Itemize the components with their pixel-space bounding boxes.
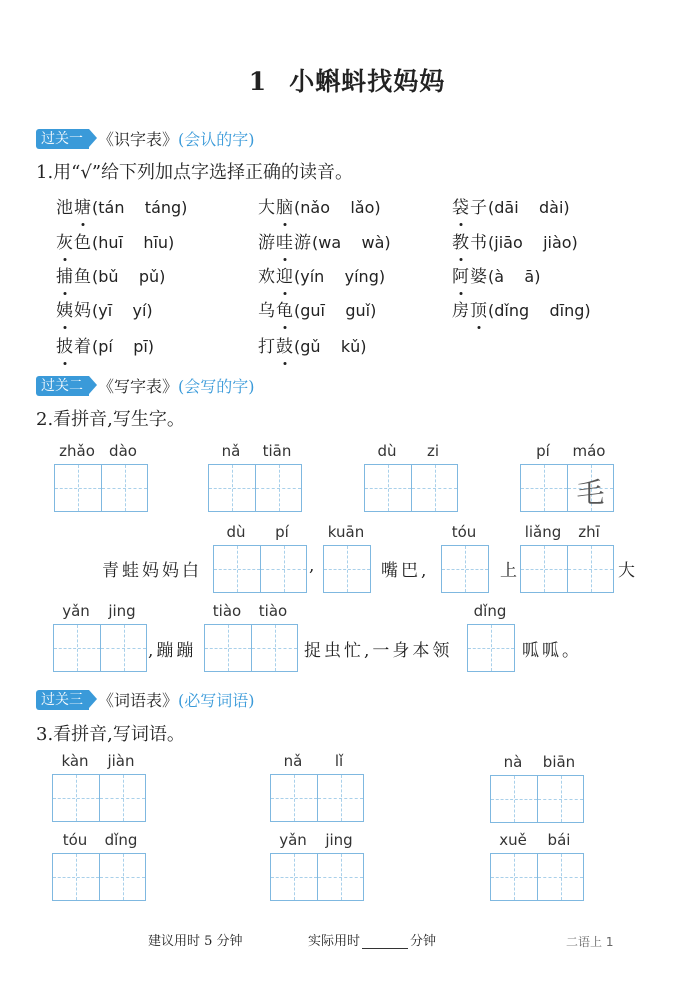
pinyin-label: jiàn (107, 752, 135, 770)
sentence-text: 嘴巴, (381, 561, 430, 581)
pinyin-options[interactable]: (dāi dài) (488, 198, 570, 217)
section-badge: 过关二 (36, 376, 89, 396)
word: 房顶 (452, 301, 488, 321)
section-header-1: 过关一 《识字表》 (会认的字) (36, 127, 255, 150)
tian-grid[interactable] (213, 545, 307, 593)
word: 灰色 (56, 233, 92, 253)
writing-cell[interactable] (55, 465, 101, 511)
pronunciation-item (258, 193, 381, 218)
word: 捕鱼 (56, 267, 92, 287)
writing-cell[interactable] (521, 546, 567, 592)
pinyin-label: jing (325, 831, 353, 849)
word: 阿婆 (452, 267, 488, 287)
dotted-character: 龟 (276, 296, 294, 321)
pronunciation-item (258, 228, 391, 253)
writing-cell[interactable] (271, 775, 317, 821)
pinyin-label: biān (542, 753, 576, 771)
question-2-prompt: 2.看拼音,写生字。 (36, 409, 185, 430)
writing-cell[interactable] (317, 854, 363, 900)
pinyin-label: máo (572, 442, 606, 460)
writing-cell[interactable] (53, 854, 99, 900)
pinyin-options[interactable]: (gǔ kǔ) (294, 337, 367, 356)
tian-grid[interactable] (323, 545, 371, 593)
dotted-character: 袋 (452, 193, 470, 218)
dotted-character: 披 (56, 332, 74, 357)
dotted-character: 阿 (452, 262, 470, 287)
writing-cell[interactable] (491, 776, 537, 822)
pinyin-label: kàn (61, 752, 89, 770)
word: 池塘 (56, 198, 92, 218)
dotted-character: 顶 (470, 296, 488, 321)
pinyin-label: kuān (327, 523, 365, 541)
pinyin-label: tiào (212, 602, 242, 620)
writing-cell[interactable] (100, 625, 146, 671)
pinyin-label: zhǎo (59, 442, 95, 460)
section-header-2: 过关二 《写字表》 (会写的字) (36, 374, 255, 397)
dotted-character: 姨 (56, 296, 74, 321)
dotted-character: 教 (452, 228, 470, 253)
section-badge: 过关一 (36, 129, 89, 149)
sentence-text: 呱呱。 (522, 641, 582, 661)
pinyin-label: yǎn (279, 831, 307, 849)
section-badge: 过关三 (36, 690, 89, 710)
pronunciation-item (258, 332, 367, 357)
question-3-prompt: 3.看拼音,写词语。 (36, 724, 185, 745)
dotted-character: 鼓 (276, 332, 294, 357)
dotted-character: 捕 (56, 262, 74, 287)
word: 打鼓 (258, 337, 294, 357)
tian-grid[interactable] (520, 464, 614, 512)
tian-grid[interactable] (204, 624, 298, 672)
pinyin-label: dǐng (104, 831, 138, 849)
writing-cell[interactable] (537, 854, 583, 900)
writing-cell[interactable] (491, 854, 537, 900)
handwritten-character: 毛 (576, 476, 605, 509)
writing-cell[interactable] (567, 465, 613, 511)
tian-grid[interactable] (520, 545, 614, 593)
pronunciation-item (56, 193, 187, 218)
word: 袋子 (452, 198, 488, 218)
sentence-text: 上 (500, 561, 520, 581)
word: 披着 (56, 337, 92, 357)
pronunciation-item (56, 262, 165, 287)
pinyin-options[interactable]: (pí pī) (92, 337, 155, 356)
pinyin-label: lǐ (334, 752, 344, 770)
tian-grid[interactable] (54, 464, 148, 512)
tian-grid[interactable] (467, 624, 515, 672)
pinyin-options[interactable]: (huī hīu) (92, 233, 175, 252)
tian-grid[interactable] (490, 775, 584, 823)
pinyin-label: nà (503, 753, 523, 771)
actual-time-blank[interactable] (362, 934, 408, 949)
word: 乌龟 (258, 301, 294, 321)
writing-cell[interactable] (255, 465, 301, 511)
pinyin-label: tiān (262, 442, 292, 460)
writing-cell[interactable] (209, 465, 255, 511)
pinyin-options[interactable]: (dǐng dīng) (488, 301, 591, 320)
tian-grid[interactable] (270, 774, 364, 822)
tian-grid[interactable] (52, 853, 146, 901)
lesson-title: 1 小蝌蚪找妈妈 (248, 67, 446, 96)
tian-grid[interactable] (441, 545, 489, 593)
sentence-text: 青蛙妈妈白 (102, 561, 202, 581)
writing-cell[interactable] (251, 625, 297, 671)
sentence-text: , (309, 556, 318, 576)
tian-grid[interactable] (490, 853, 584, 901)
pinyin-label: nǎ (283, 752, 303, 770)
dotted-character: 塘 (74, 193, 92, 218)
pronunciation-item (452, 296, 591, 321)
writing-cell[interactable] (214, 546, 260, 592)
tian-grid[interactable] (208, 464, 302, 512)
question-1-prompt: 1.用“√”给下列加点字选择正确的读音。 (36, 162, 354, 183)
writing-cell[interactable] (521, 465, 567, 511)
writing-cell[interactable] (537, 776, 583, 822)
pronunciation-item (258, 262, 385, 287)
pinyin-label: liǎng (524, 523, 562, 541)
writing-cell[interactable] (101, 465, 147, 511)
pinyin-options[interactable]: (à ā) (488, 267, 541, 286)
writing-cell[interactable] (317, 775, 363, 821)
writing-cell[interactable] (205, 625, 251, 671)
pinyin-label: dǐng (473, 602, 507, 620)
writing-cell[interactable] (468, 625, 514, 671)
pinyin-label: jing (108, 602, 136, 620)
writing-cell[interactable] (271, 854, 317, 900)
writing-cell[interactable] (54, 625, 100, 671)
actual-time: 实际用时 分钟 (308, 934, 437, 949)
word: 大脑 (258, 198, 294, 218)
sentence-text: 大 (618, 561, 638, 581)
writing-cell[interactable] (99, 854, 145, 900)
pronunciation-item (452, 193, 570, 218)
word: 教书 (452, 233, 488, 253)
dotted-character: 脑 (276, 193, 294, 218)
dotted-character: 哇 (276, 228, 294, 253)
pronunciation-item (56, 296, 153, 321)
pronunciation-item (258, 296, 376, 321)
sentence-text: ,蹦蹦 (148, 641, 197, 661)
pinyin-options[interactable]: (guī guǐ) (294, 301, 377, 320)
pinyin-label: yǎn (62, 602, 90, 620)
page-number: 二语上 1 (566, 935, 614, 949)
pinyin-options[interactable]: (tán táng) (92, 198, 188, 217)
pinyin-label: zi (426, 442, 440, 460)
pronunciation-item (452, 228, 578, 253)
pinyin-label: tóu (62, 831, 88, 849)
writing-cell[interactable] (567, 546, 613, 592)
pinyin-options[interactable]: (jiāo jiào) (488, 233, 578, 252)
pinyin-label: dù (377, 442, 397, 460)
word: 欢迎 (258, 267, 294, 287)
tian-grid[interactable] (364, 464, 458, 512)
pinyin-options[interactable]: (nǎo lǎo) (294, 198, 381, 217)
pinyin-label: nǎ (221, 442, 241, 460)
writing-cell[interactable] (365, 465, 411, 511)
writing-cell[interactable] (411, 465, 457, 511)
pronunciation-item (452, 262, 540, 287)
writing-cell[interactable] (324, 546, 370, 592)
tian-grid[interactable] (53, 624, 147, 672)
pinyin-options[interactable]: (bǔ pǔ) (92, 267, 166, 286)
dotted-character: 迎 (276, 262, 294, 287)
writing-cell[interactable] (53, 775, 99, 821)
tian-grid[interactable] (270, 853, 364, 901)
pinyin-label: dào (109, 442, 137, 460)
pinyin-label: dù (226, 523, 246, 541)
pronunciation-item (56, 332, 154, 357)
word: 游哇游 (258, 233, 312, 253)
tian-grid[interactable] (52, 774, 146, 822)
sentence-text: 捉虫忙,一身本领 (304, 641, 453, 661)
pronunciation-item (56, 228, 174, 253)
word: 姨妈 (56, 301, 92, 321)
dotted-character: 灰 (56, 228, 74, 253)
pinyin-label: zhī (578, 523, 600, 541)
pinyin-options[interactable]: (yín yíng) (294, 267, 386, 286)
pinyin-label: xuě (499, 831, 527, 849)
section-header-3: 过关三 《词语表》 (必写词语) (36, 688, 255, 711)
pinyin-label: pí (275, 523, 289, 541)
pinyin-label: tóu (451, 523, 477, 541)
pinyin-label: pí (536, 442, 550, 460)
pinyin-options[interactable]: (wa wà) (312, 233, 391, 252)
pinyin-options[interactable]: (yī yí) (92, 301, 153, 320)
pinyin-label: bái (547, 831, 571, 849)
writing-cell[interactable] (442, 546, 488, 592)
writing-cell[interactable] (99, 775, 145, 821)
writing-cell[interactable] (260, 546, 306, 592)
suggested-time: 建议用时 5 分钟 (148, 934, 243, 949)
pinyin-label: tiào (258, 602, 288, 620)
